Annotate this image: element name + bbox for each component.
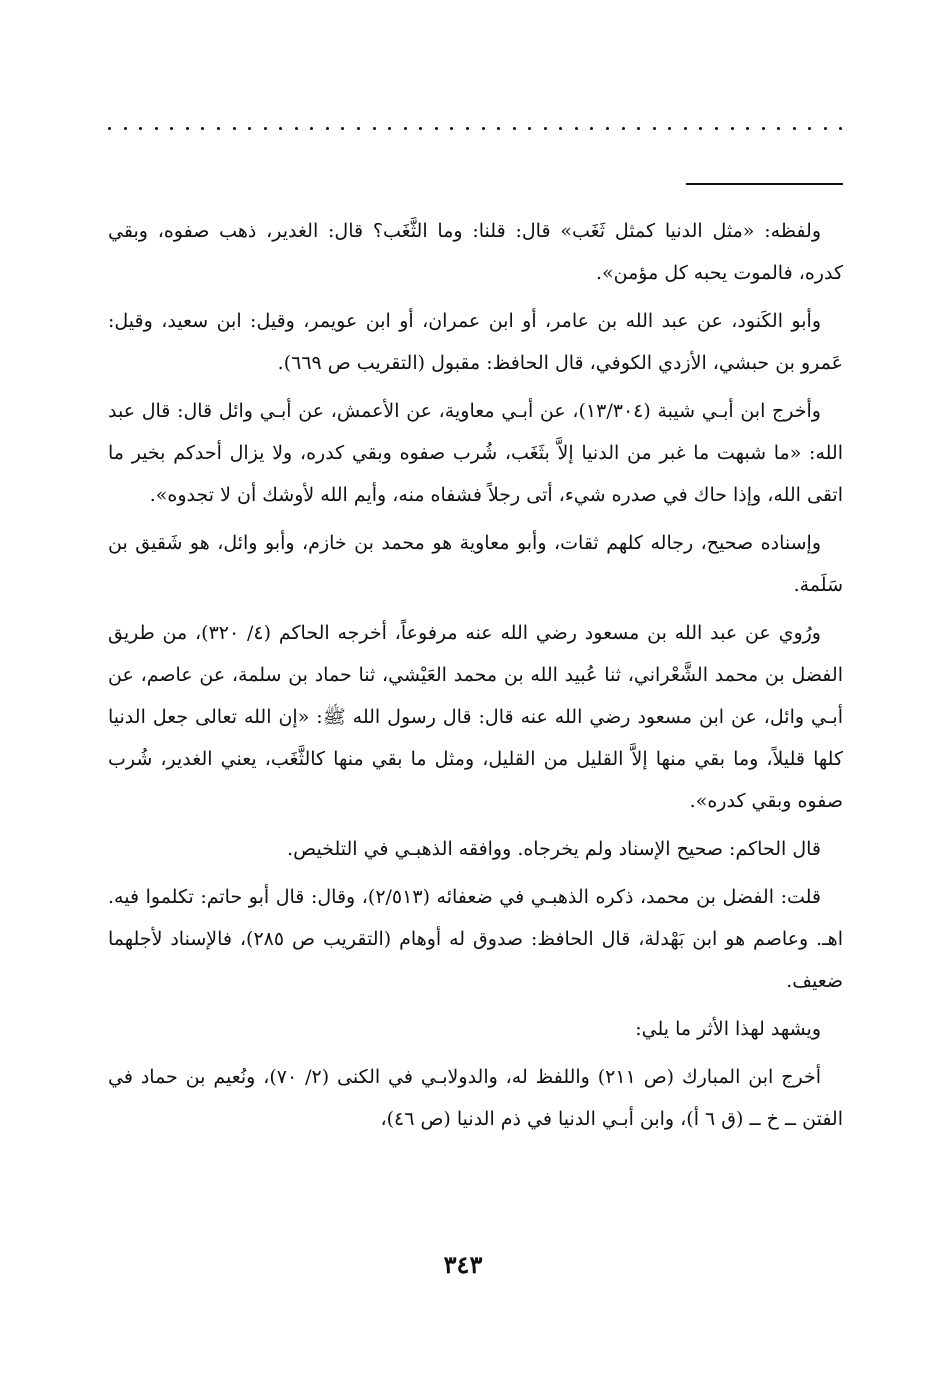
paragraph: قال الحاكم: صحيح الإسناد ولم يخرجاه. ووافقه الذهبـي في التلخيص.: [287, 838, 821, 860]
page-number: ٣٤٣: [443, 1250, 483, 1279]
paragraph: وإسناده صحيح، رجاله كلهم ثقات، وأبو معاوية هو محمد بن خازم، وأبو وائل، هو شَقيق بن سَلَمة.: [108, 532, 843, 596]
paragraph: وأبو الكَنود، عن عبد الله بن عامر، أو ابن عمران، أو ابن عويمر، وقيل: ابن سعيد، وقيل: عَمرو بن حبشي، الأزدي الكوفي، قال الحافظ: مقبول (التقريب ص ٦٦٩).: [108, 310, 843, 374]
paragraph: ورُوي عن عبد الله بن مسعود رضي الله عنه مرفوعاً، أخرجه الحاكم (٤/ ٣٢٠)، من طريق الفضل بن محمد الشَّعْراني، ثنا عُبيد الله بن محمد العَيْشي، ثنا حماد بن سلمة، عن عاصم، عن أبـي وائل، عن ابن مسعود رضي الله عنه قال: قال رسول الله ﷺ: «إن الله تعالى جعل الدنيا كلها قليلاً، وما بقي منها إلاَّ القليل من القليل، ومثل ما بقي منها كالثَّغَب، يعني الغدير، شُرب صفوه وبقي كدره».: [108, 622, 843, 812]
footnote-body: [108, 210, 843, 1146]
paragraph: أخرج ابن المبارك (ص ٢١١) واللفظ له، والدولابـي في الكنى (٢/ ٧٠)، ونُعيم بن حماد في الفتن ــ خ ــ (ق ٦ أ)، وابن أبـي الدنيا في ذم الدنيا (ص ٤٦)،: [108, 1066, 843, 1130]
paragraph: ولفظه: «مثل الدنيا كمثل ثَغَب» قال: قلنا: وما الثَّغَب؟ قال: الغدير، ذهب صفوه، وبقي كدره، فالموت يحبه كل مؤمن».: [108, 220, 843, 284]
paragraph: ويشهد لهذا الأثر ما يلي:: [635, 1018, 821, 1040]
paragraph: قلت: الفضل بن محمد، ذكره الذهبـي في ضعفائه (٢/٥١٣)، وقال: قال أبو حاتم: تكلموا فيه. اهـ. وعاصم هو ابن بَهْدلة، قال الحافظ: صدوق له أوهام (التقريب ص ٢٨٥)، فالإسناد لأجلهما ضعيف.: [108, 886, 843, 992]
paragraph: وأخرج ابن أبـي شيبة (١٣/٣٠٤)، عن أبـي معاوية، عن الأعمش، عن أبـي وائل قال: قال عبد الله: «ما شبهت ما غبر من الدنيا إلاَّ بثَغَب، شُرب صفوه وبقي كدره، ولا يزال أحدكم بخير ما اتقى الله، وإذا حاك في صدره شيء، أتى رجلاً فشفاه منه، وأيم الله لأوشك أن لا تجدوه».: [108, 400, 843, 506]
footnote-rule: [686, 183, 843, 185]
dotted-separator: [108, 118, 843, 138]
